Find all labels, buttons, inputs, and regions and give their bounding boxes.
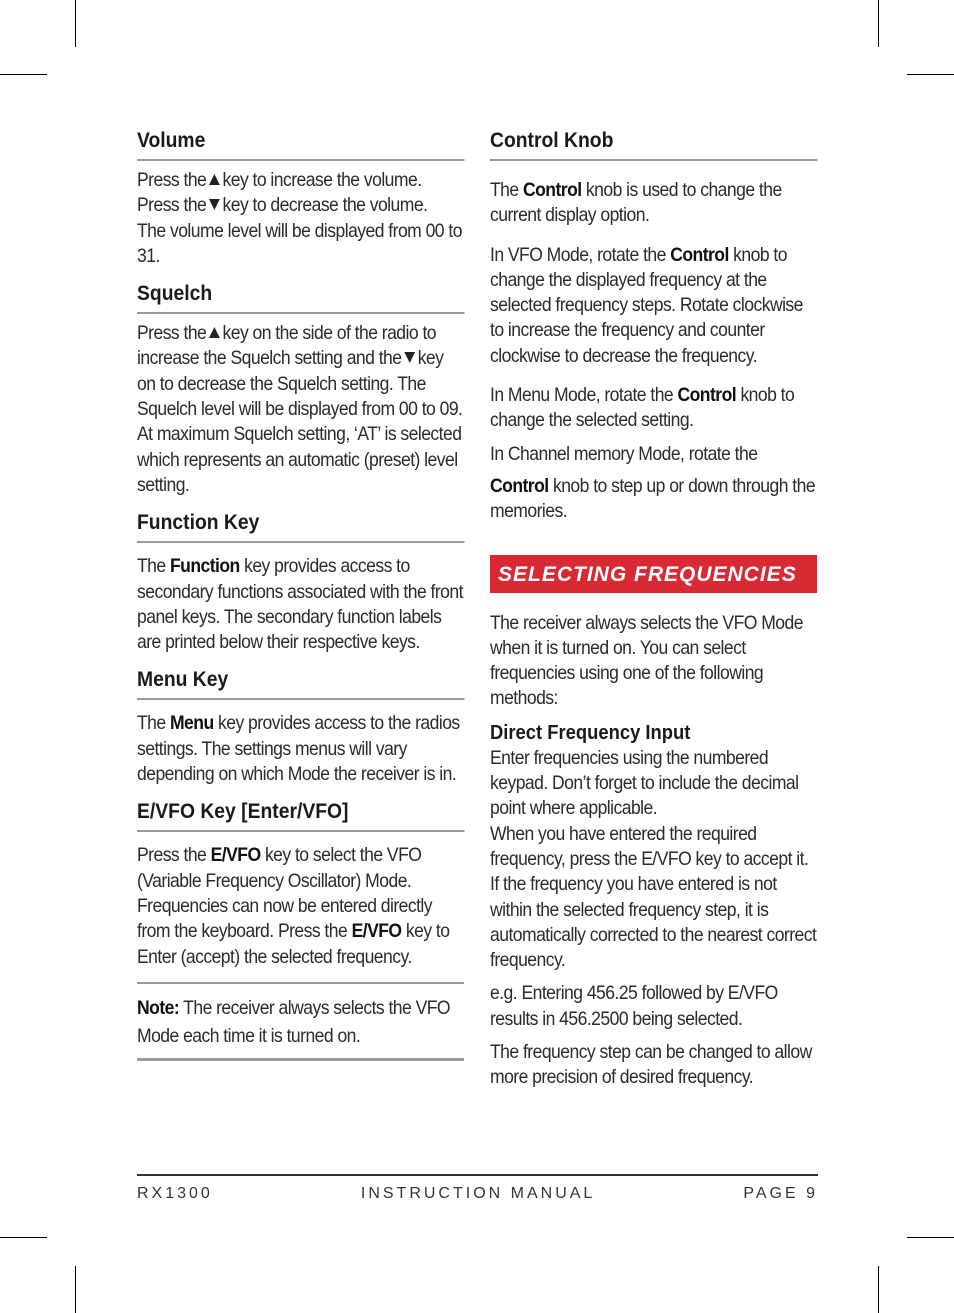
function-key-heading: Function Key [137, 510, 465, 543]
down-arrow-icon [404, 352, 415, 363]
crop-mark [0, 1237, 47, 1238]
crop-mark [878, 1266, 879, 1313]
footer-page-number: PAGE 9 [743, 1185, 818, 1202]
right-column [490, 128, 817, 1091]
volume-heading: Volume [137, 128, 465, 161]
crop-mark [878, 0, 879, 47]
note-box [137, 982, 464, 1061]
squelch-text: Press the key on the side of the radio to increase the Squelch setting and the key on to decrease the Squelch setting. The Squelch level will be displayed from 00 to 09. At maximum Squelch setting, ‘AT’ is selected which represents an automatic (preset) level setting. [137, 322, 463, 496]
function-key-text: The Function key provides access to secondary functions associated with the front panel keys. The secondary function labels are printed below their respective keys. [137, 555, 463, 654]
control-knob-p3: In Menu Mode, rotate the Control knob to change the selected setting. [490, 384, 795, 432]
direct-input-p4: The frequency step can be changed to allow more precision of desired frequency. [490, 1041, 812, 1089]
down-arrow-icon [209, 199, 220, 210]
direct-input-p1: Enter frequencies using the numbered keypad. Don’t forget to include the decimal point where applicable. [490, 746, 799, 820]
menu-key-text: The Menu key provides access to the radios settings. The settings menus will vary depending on which Mode the receiver is in. [137, 712, 460, 786]
volume-text: Press the key to increase the volume. Press the key to decrease the volume. The volume level will be displayed from 00 to 31. [137, 169, 462, 267]
menu-key-heading: Menu Key [137, 667, 465, 700]
note-label: Note: [137, 996, 180, 1019]
crop-mark [0, 74, 47, 75]
crop-mark [907, 74, 954, 75]
direct-input-p2: When you have entered the required frequency, press the E/VFO key to accept it. If the frequency you have entered is not within the selected frequency step, it is automatically corrected to the nearest correct frequency. [490, 822, 817, 972]
evfo-key-heading: E/VFO Key [Enter/VFO] [137, 799, 465, 832]
evfo-key-text: Press the E/VFO key to select the VFO (Variable Frequency Oscillator) Mode. Frequencies can now be entered directly from the keyboard. Press the E/VFO key to Enter (accept) the selected frequency. [137, 844, 450, 968]
control-knob-p1: The Control knob is used to change the current display option. [490, 179, 782, 227]
control-knob-heading: Control Knob [490, 128, 818, 161]
crop-mark [907, 1237, 954, 1238]
selecting-intro: The receiver always selects the VFO Mode when it is turned on. You can select frequencies using one of the following methods: [490, 611, 803, 710]
control-knob-p5: Control knob to step up or down through the memories. [490, 474, 816, 523]
direct-frequency-input-heading: Direct Frequency Input [490, 721, 691, 744]
note-text: Note: The receiver always selects the VFO Mode each time it is turned on. [137, 996, 451, 1047]
squelch-heading: Squelch [137, 281, 465, 314]
page-footer [137, 1174, 818, 1203]
crop-mark [75, 1266, 76, 1313]
left-column [137, 128, 464, 1061]
up-arrow-icon [209, 174, 220, 185]
footer-title: INSTRUCTION MANUAL [360, 1185, 596, 1202]
control-knob-p2: In VFO Mode, rotate the Control knob to change the displayed frequency at the selected frequency steps. Rotate clockwise to increase the frequency and counter clockwise to decrease the frequency. [490, 243, 803, 367]
footer-model: RX1300 [137, 1185, 213, 1202]
direct-input-p3: e.g. Entering 456.25 followed by E/VFO results in 456.2500 being selected. [490, 982, 778, 1030]
up-arrow-icon [209, 327, 220, 338]
control-knob-p4: In Channel memory Mode, rotate the [490, 442, 758, 465]
crop-mark [75, 0, 76, 47]
selecting-frequencies-banner: SELECTING FREQUENCIES [490, 555, 817, 593]
